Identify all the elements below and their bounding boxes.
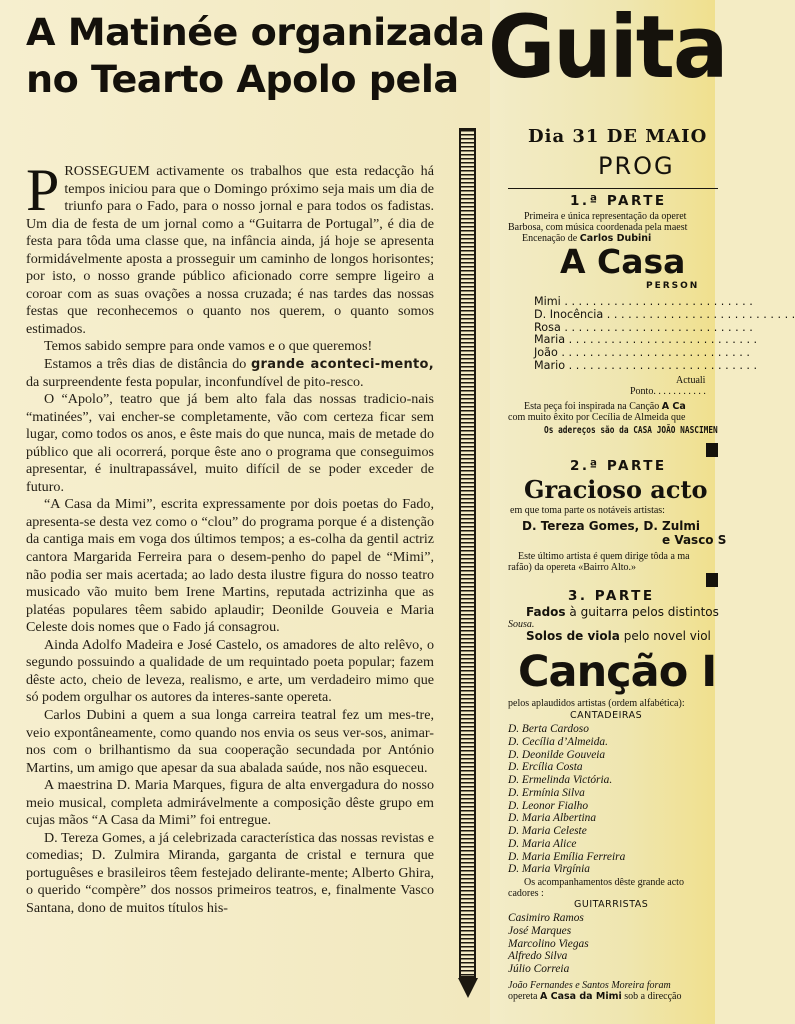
cast-item: Mario . . . [534, 360, 795, 373]
paragraph-text: Estamos a três dias de distância do [44, 356, 247, 373]
program-column [488, 0, 727, 1024]
artists-intro: pelos aplaudidos artistas (ordem alfabética): [508, 698, 685, 709]
drop-cap: P [26, 157, 60, 223]
text: à guitarra pelos distintos [569, 605, 719, 619]
text: Encenação de [522, 233, 578, 244]
ornament-bar [706, 573, 718, 587]
list-item: D. Ercília Costa [508, 761, 583, 774]
list-item: Júlio Correia [508, 963, 570, 975]
headline-line-1: A Matinée organizada [26, 11, 485, 54]
aderecos-credit: Os adereços são da CASA JOÃO NASCIMEN [544, 425, 718, 436]
list-item: José Marques [508, 924, 572, 937]
text: A Casa da Mimi [539, 991, 622, 1002]
note-line: com muito êxito por Cecília de Almeida que [508, 412, 686, 423]
paragraph-text: ROSSEGUEM activamente os trabalhos que esta redacção há tempos iniciou para que o Domingo próximo seja mais um dia de triunfo para o Fado, para o nosso jornal e para todos os fadistas. Um dia de festa de um jornal como a “Guitarra de Portugal”, é dia de festa para tôda uma classe que, na infância ainda, já hoje se apresenta formidávelmente aposta a prosseguir um caminho de longos horisontes; por isto, o nosso grande público aficionado corre sempre ligeiro a coroar com as suas ovações a nossa cruzada; é nas tardes das nossas festas que reconhecemos o quanto nos querem, o quanto somos estimados. [26, 163, 434, 337]
rule-arrow-tip [458, 978, 478, 998]
part-1-title: A Casa [560, 242, 686, 281]
text: Fados [526, 605, 566, 619]
text: sob a direcção [624, 991, 682, 1002]
part-2-note: Este último artista é quem dirige tôda a ma [518, 551, 690, 562]
paragraph-text: da surpreendente festa popular, inconfundível de pito-resco. [26, 373, 364, 390]
part-1-line: Barbosa, com música coordenada pela maest [508, 222, 688, 233]
headline-line-2: no Tearto Apolo pela [26, 57, 459, 101]
cast-item: D. Inocência . . . [534, 309, 795, 322]
cast-actual: Actuali [676, 375, 706, 386]
text: pelo novel viol [623, 629, 711, 643]
guitarristas-list [508, 912, 589, 976]
list-item: D. Maria Albertina [508, 812, 597, 825]
article-paragraph: Ainda Adolfo Madeira e José Castelo, os amadores de alto relêvo, o segundo possuindo a qualidade de um requintado poeta popular; fazem dêste acto, cheio de leveza, realismo, e arte, um verdadeiro mimo que só podem orgulhar os autores da interes-sante opereta. [26, 636, 434, 706]
sousa: Sousa. [508, 619, 535, 630]
ornament-bar [706, 443, 718, 457]
article-paragraph: Carlos Dubini a quem a sua longa carreira teatral fez um mes-tre, veio expontâneamente, como quando nos envia os seus ver-sos, animar-nos com o brilhantismo da sua cooperação secundada por António Martins, um amigo que apesar da sua abalada saúde, nos não esqueceu. [26, 706, 434, 776]
ponto: Ponto. . . . . . . . . . . [630, 386, 706, 397]
masthead-title: Guita [488, 0, 727, 98]
cantadeiras-label: CANTADEIRAS [570, 710, 643, 721]
part-3-heading: 3. PARTE [568, 588, 655, 604]
list-item: Marcolino Viegas [508, 937, 589, 950]
article-paragraph: “A Casa da Mimi”, escrita expressamente por dois poetas do Fado, apresenta-se desta vez como o “clou” do programa porque é a distenção da cantiga mais em voga dos últimos tempos; a es-colha da gentil actriz cantora Margarida Ferreira para o desem-penho do papel de “Mimi”, não podia ser mais acertada; ao lado desta ilustre figura do nosso teatro musicado vão muito bem Irene Martins, reputada actrizinha que as platéas populares têem sabido aplaudir; Deonilde Gouveia e Maria Celeste dois nomes que o Fado já consagrou. [26, 496, 434, 636]
solos-line [526, 629, 711, 643]
guitarristas-label: GUITARRISTAS [574, 899, 649, 910]
part-2-names: e Vasco S [662, 533, 727, 547]
footer-line [508, 991, 681, 1002]
director-name: Carlos Dubini [579, 233, 652, 244]
fados-line [526, 605, 719, 619]
part-2-heading: 2.ª PARTE [570, 458, 667, 474]
article-paragraph: Temos sabido sempre para onde vamos e o que queremos! [44, 338, 373, 355]
list-item: D. Maria Celeste [508, 825, 587, 837]
list-item: D. Ermelinda Victória. [508, 774, 613, 786]
cast-item: Rosa . . . [534, 322, 795, 335]
part-2-names: D. Tereza Gomes, D. Zulmi [522, 519, 701, 533]
headline [26, 10, 485, 103]
part-3-title: Canção I [518, 647, 717, 697]
footer-line: João Fernandes e Santos Moreira foram [508, 980, 671, 991]
list-item: Alfredo Silva [508, 950, 568, 963]
characters-label: PERSON [646, 281, 700, 291]
article-body [26, 157, 434, 918]
list-item: D. Deonilde Gouveia [508, 748, 606, 761]
part-2-title: Gracioso acto [524, 475, 708, 504]
bold-phrase: grande aconteci-mento, [250, 357, 434, 373]
list-item: D. Maria Virgínia [508, 863, 590, 876]
part-1-line: Primeira e única representação da operet [524, 211, 687, 222]
article-paragraph: O “Apolo”, teatro que já bem alto fala das nossas tradicio-nais “matinées”, vai encher-se completamente, vão com certeza ficar sem lugar, como todos os anos, e êste mais do que nunca, mais de metade do público que ali ocorrerá, porque êste ano o programa que conseguimos apresentar, é inultrapassável, muito difícil de se poder exceder de futuro. [26, 391, 434, 495]
article-paragraph [26, 157, 434, 338]
list-item: D. Ermínia Silva [508, 786, 585, 799]
part-1-heading: 1.ª PARTE [570, 193, 667, 209]
cast-item: João . . . [534, 347, 795, 360]
decorative-column-rule [459, 128, 480, 996]
note-line [524, 401, 686, 412]
cast-item: Maria . . . [534, 334, 795, 347]
text: A Ca [661, 401, 686, 412]
article-paragraph: A maestrina D. Maria Marques, figura de alta envergadura do nosso meio musical, completa admirávelmente a composição dêste grupo em cujas mãos “A Casa da Mimi” foi entregue. [26, 777, 434, 829]
article-paragraph [26, 356, 434, 391]
cast-item: Mimi . . . [534, 296, 795, 309]
acomp-line: Os acompanhamentos dêste grande acto [524, 877, 684, 888]
program-date: Dia 31 DE MAIO [528, 126, 708, 147]
divider [508, 188, 718, 189]
list-item: D. Maria Emília Ferreira [508, 850, 626, 863]
acomp-line: cadores : [508, 888, 544, 899]
list-item: D. Berta Cardoso [508, 723, 589, 735]
part-2-note: rafão) da opereta «Bairro Alto.» [508, 562, 637, 573]
list-item: Casimiro Ramos [508, 912, 584, 924]
text: opereta [508, 991, 538, 1002]
text: Solos de viola [526, 629, 620, 643]
list-item: D. Cecília d’Almeida. [508, 735, 608, 748]
article-paragraph: D. Tereza Gomes, a já celebrizada característica das nossas revistas e comedias; D. Zulmira Miranda, garganta de cristal e ternura que portuguêses e brasileiros têem festejado delirante-mente; Alberto Ghira, o querido “compère” dos nossos primeiros teatros, e, finalmente Vasco Santana, dono de muitos títulos his- [26, 829, 434, 916]
list-item: D. Maria Alice [508, 837, 577, 850]
cantadeiras-list [508, 723, 625, 876]
part-2-line: em que toma parte os notáveis artistas: [510, 505, 665, 516]
rule-shaft [459, 128, 476, 978]
program-heading: PROG [598, 152, 675, 180]
text: Esta peça foi inspirada na Canção [524, 401, 660, 412]
cast-list [534, 296, 795, 373]
list-item: D. Leonor Fialho [508, 799, 589, 812]
